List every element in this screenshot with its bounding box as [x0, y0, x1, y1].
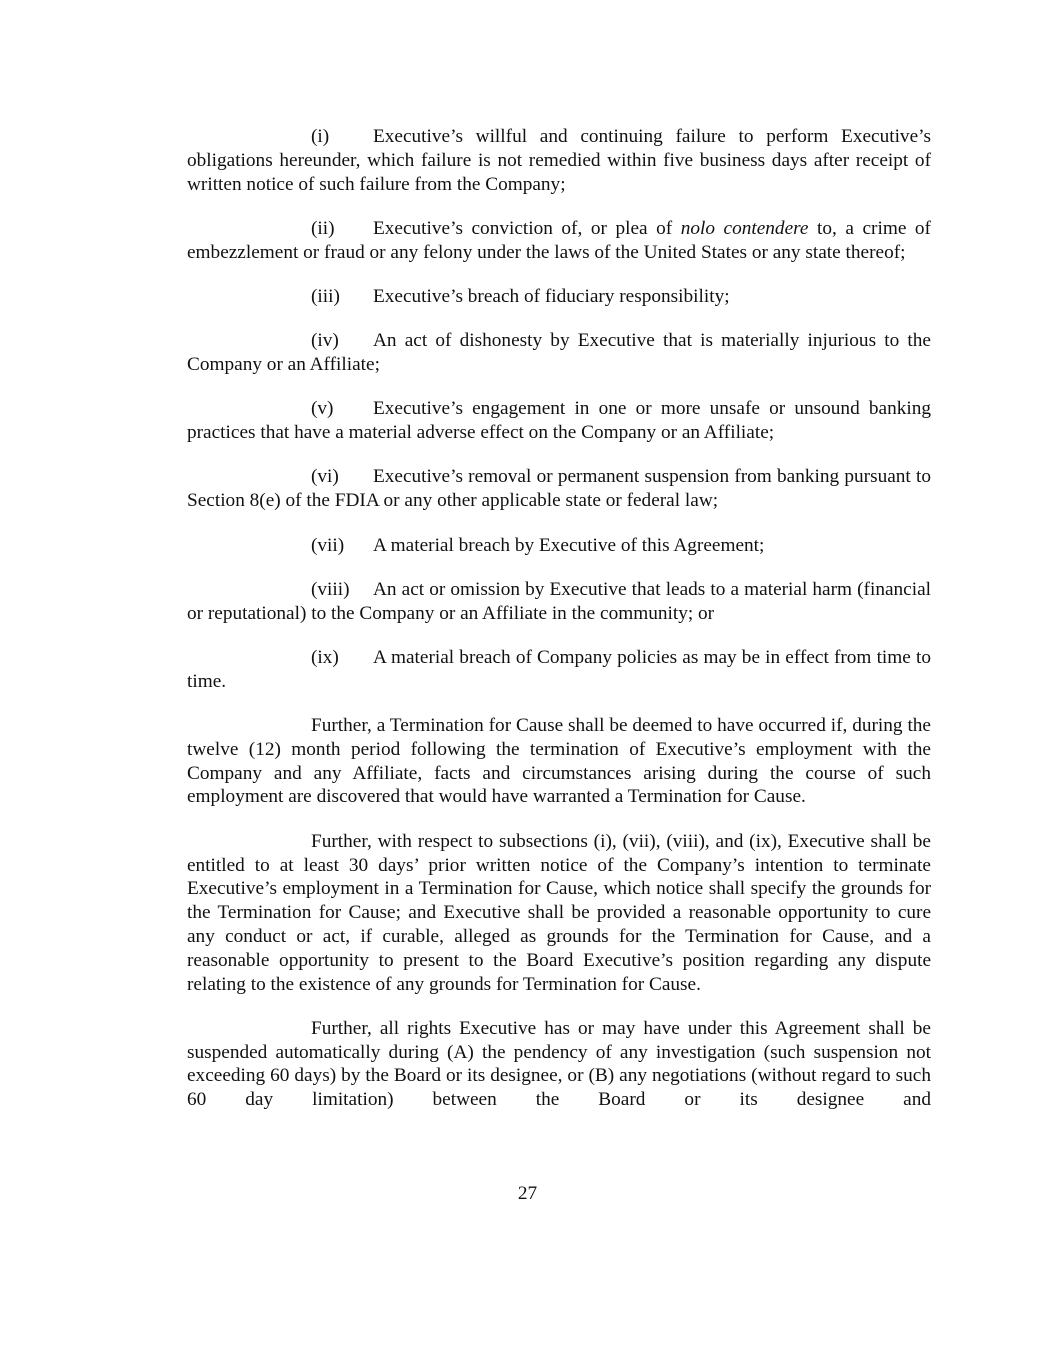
- clause-vi: [187, 465, 931, 513]
- clause-number: (ii): [311, 217, 335, 239]
- clause-number: (v): [311, 398, 334, 420]
- paragraph-suspension: [187, 1017, 931, 1112]
- clause-text: Executive’s breach of fiduciary responsibility;: [373, 285, 730, 307]
- clause-text: An act or omission by Executive that leads to a material harm (financial or reputational) to the Company or an Affiliate in the community; or: [187, 578, 931, 624]
- clause-number: (vi): [311, 466, 339, 488]
- clause-number: (vii): [311, 534, 345, 556]
- clause-ii: [187, 217, 931, 265]
- clause-text: A material breach of Company policies as may be in effect from time to time.: [187, 646, 931, 692]
- clause-text: Executive’s removal or permanent suspension from banking pursuant to Section 8(e) of the FDIA or any other applicable state or federal law;: [187, 466, 931, 512]
- clause-i: [187, 125, 931, 196]
- paragraph-text: Further, with respect to subsections (i), (vii), (viii), and (ix), Executive shall be entitled to at least 30 days’ prior written notice of the Company’s intention to terminate Executive’s employment in a Termination for Cause, which notice shall specify the grounds for the Termination for Cause; and Executive shall be provided a reasonable opportunity to cure any conduct or act, if curable, alleged as grounds for the Termination for Cause, and a reasonable opportunity to present to the Board Executive’s position regarding any dispute relating to the existence of any grounds for Termination for Cause.: [187, 830, 931, 995]
- clause-ix: [187, 646, 931, 694]
- clause-number: (iv): [311, 330, 339, 352]
- paragraph-notice-and-cure: [187, 830, 931, 997]
- page-number: 27: [517, 1183, 538, 1204]
- clause-number: (iii): [311, 285, 340, 307]
- clause-number: (i): [311, 126, 330, 147]
- clause-text-pre: Executive’s conviction of, or plea of: [373, 217, 681, 239]
- clause-text: An act of dishonesty by Executive that is materially injurious to the Company or an Affiliate;: [187, 330, 931, 376]
- clause-number: (viii): [311, 578, 350, 600]
- paragraph-text: Further, a Termination for Cause shall be deemed to have occurred if, during the twelve (12) month period following the termination of Executive’s employment with the Company and any Affiliate, facts and circumstances arising during the course of such employment are discovered that would have warranted a Termination for Cause.: [187, 715, 931, 808]
- clause-text: Executive’s engagement in one or more unsafe or unsound banking practices that have a material adverse effect on the Company or an Affiliate;: [187, 398, 931, 444]
- clause-number: (ix): [311, 646, 339, 668]
- clause-text-italic: nolo contendere: [680, 217, 809, 239]
- clause-iii: [187, 285, 931, 309]
- clause-text: A material breach by Executive of this Agreement;: [373, 534, 765, 556]
- paragraph-text: Further, all rights Executive has or may have under this Agreement shall be suspended automatically during (A) the pendency of any investigation (such suspension not exceeding 60 days) by the Board or its designee, or (B) any negotiations (without regard to such 60 day limitation) between the Board or its designee and: [187, 1017, 931, 1111]
- paragraph-twelve-month-period: [187, 714, 931, 809]
- clause-vii: [187, 534, 931, 558]
- clause-viii: [187, 578, 931, 626]
- clause-text-post: to, a crime of embezzlement or fraud or any felony under the laws of the United States or any state thereof;: [187, 217, 931, 263]
- document-page: [187, 125, 931, 1133]
- clause-iv: [187, 329, 931, 377]
- clause-text: Executive’s willful and continuing failure to perform Executive’s obligations hereunder, which failure is not remedied within five business days after receipt of written notice of such failure from the Company;: [187, 126, 931, 195]
- clause-v: [187, 397, 931, 445]
